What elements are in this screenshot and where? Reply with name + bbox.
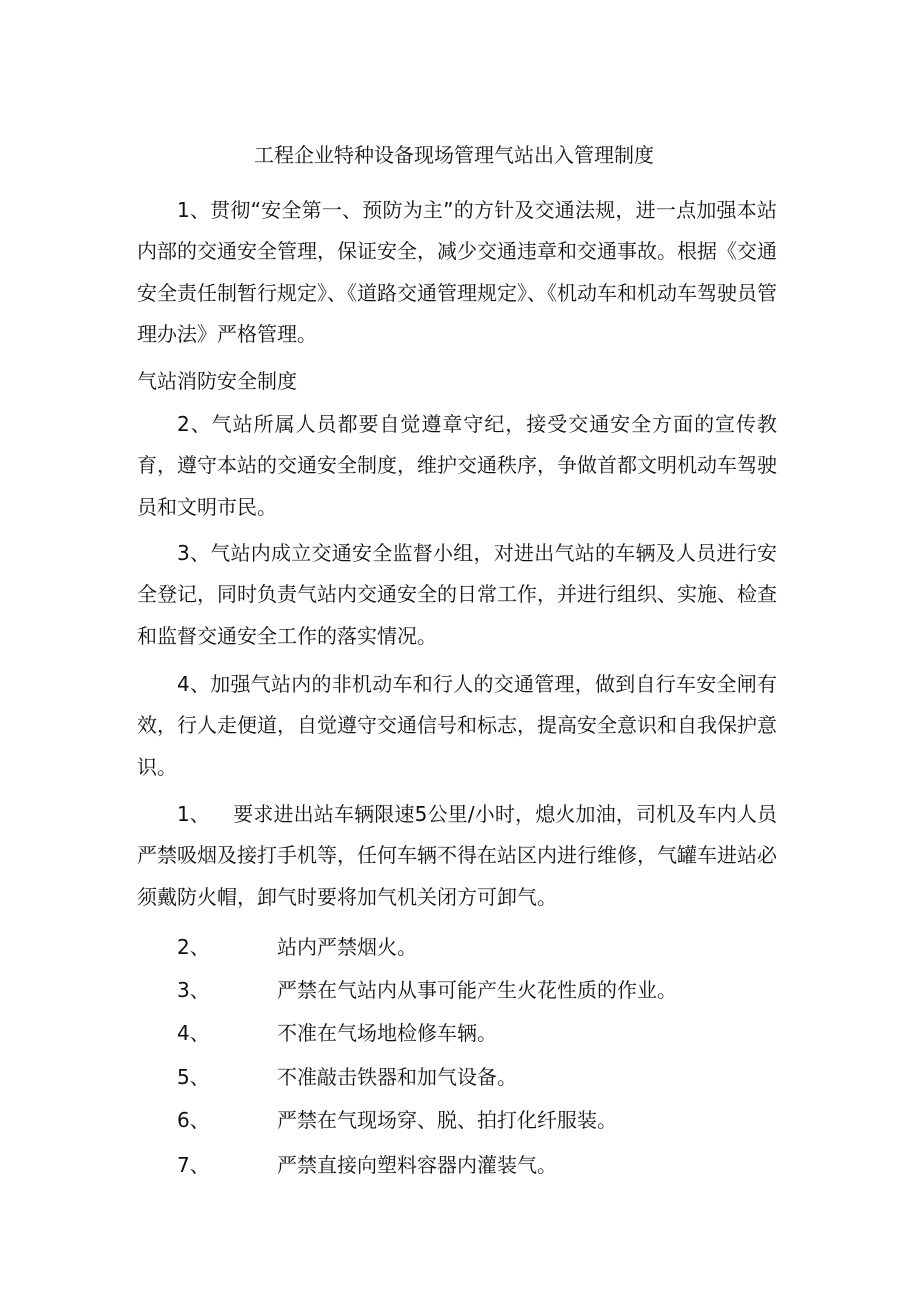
paragraph-2: 2、气站所属人员都要自觉遵章守纪，接受交通安全方面的宣传教育，遵守本站的交通安全制度，维护交通秩序，争做首都文明机动车驾驶员和文明市民。 [137, 412, 777, 519]
rule-text: 不准敲击铁器和加气设备。 [277, 1065, 517, 1089]
rule-text: 要求进出站车辆限速5公里/小时，熄火加油，司机及车内人员严禁吸烟及接打手机等，任何车辆不得在站区内进行维修，气罐车进站必须戴防火帽，卸气时要将加气机关闭方可卸气。 [137, 802, 777, 909]
rule-number: 2、 [177, 935, 210, 959]
rule-item-7 [177, 1150, 557, 1180]
document-title: 工程企业特种设备现场管理气站出入管理制度 [254, 143, 654, 167]
rule-text: 站内严禁烟火。 [277, 935, 417, 959]
rule-item-2 [177, 932, 417, 962]
rule-number: 6、 [177, 1108, 210, 1132]
rule-item-1 [137, 794, 777, 918]
rule-number: 5、 [177, 1065, 210, 1089]
rule-item-3 [177, 975, 677, 1005]
rule-text: 不准在气场地检修车辆。 [277, 1021, 497, 1045]
intro-paragraph: 1、贯彻“安全第一、预防为主”的方针及交通法规，进一点加强本站内部的交通安全管理，保证安全，减少交通违章和交通事故。根据《交通安全责任制暂行规定》、《道路交通管理规定》、《机动车和机动车驾驶员管理办法》严格管理。 [137, 198, 777, 346]
rule-number: 7、 [177, 1153, 210, 1177]
paragraph-4: 4、加强气站内的非机动车和行人的交通管理，做到自行车安全闸有效，行人走便道，自觉遵守交通信号和标志，提高安全意识和自我保护意识。 [137, 672, 777, 779]
rule-number: 1、 [177, 802, 210, 826]
rule-item-6 [177, 1105, 617, 1135]
paragraph-3: 3、气站内成立交通安全监督小组，对进出气站的车辆及人员进行安全登记，同时负责气站内交通安全的日常工作，并进行组织、实施、检查和监督交通安全工作的落实情况。 [137, 541, 777, 648]
section-heading: 气站消防安全制度 [137, 369, 297, 393]
rule-text: 严禁直接向塑料容器内灌装气。 [277, 1153, 557, 1177]
rule-text: 严禁在气站内从事可能产生火花性质的作业。 [277, 978, 677, 1002]
rule-number: 4、 [177, 1021, 210, 1045]
rule-text: 严禁在气现场穿、脱、拍打化纤服装。 [277, 1108, 617, 1132]
rule-number: 3、 [177, 978, 210, 1002]
rule-item-4 [177, 1018, 497, 1048]
rule-item-5 [177, 1062, 517, 1092]
